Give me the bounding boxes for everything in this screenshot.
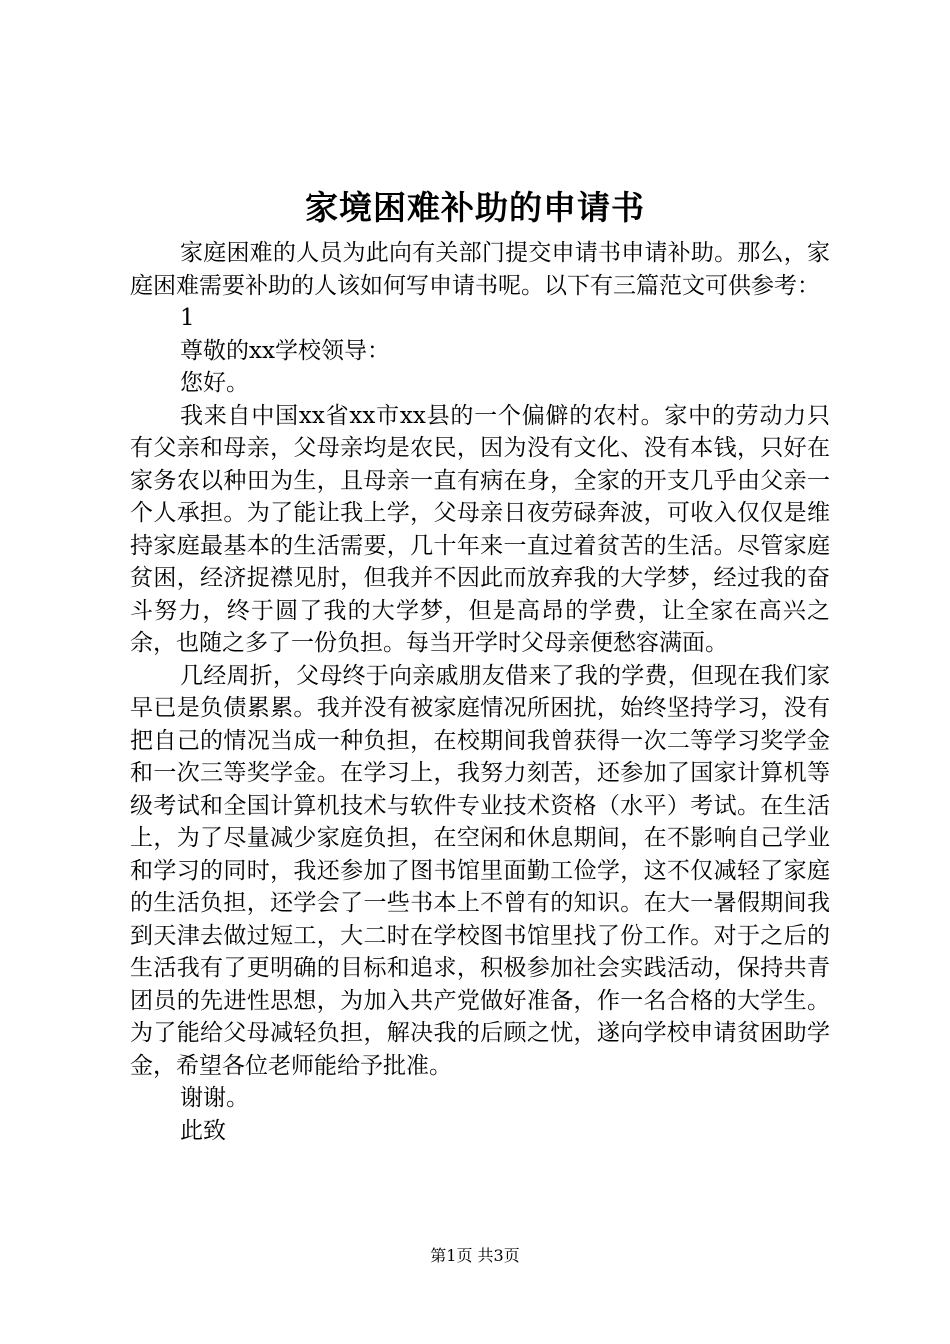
intro-paragraph: 家庭困难的人员为此向有关部门提交申请书申请补助。那么，家庭困难需要补助的人该如何写申请书呢。以下有三篇范文可供参考： [130, 240, 830, 299]
page-footer: 第1页 共3页 [430, 1246, 520, 1265]
body-paragraph: 我来自中国xx省xx市xx县的一个偏僻的农村。家中的劳动力只有父亲和母亲，父母亲均是农民，因为没有文化、没有本钱，只好在家务农以种田为生，且母亲一直有病在身，全家的开支几乎由父亲一个人承担。为了能让我上学，父母亲日夜劳碌奔波，可收入仅仅是维持家庭最基本的生活需要，几十年来一直过着贫苦的生活。尽管家庭贫困，经济捉襟见肘，但我并不因此而放弃我的大学梦，经过我的奋斗努力，终于圆了我的大学梦，但是高昂的学费，让全家在高兴之余，也随之多了一份负担。每当开学时父母亲便愁容满面。 [130, 402, 830, 656]
salutation: 尊敬的xx学校领导： [180, 337, 390, 364]
thanks: 谢谢。 [180, 1085, 249, 1111]
greeting: 您好。 [180, 370, 249, 396]
document-title: 家境困难补助的申请书 [305, 188, 645, 227]
sample-number: 1 [180, 305, 195, 331]
body-paragraph: 几经周折，父母终于向亲戚朋友借来了我的学费，但现在我们家早已是负债累累。我并没有被家庭情况所困扰，始终坚持学习，没有把自己的情况当成一种负担，在校期间我曾获得一次二等学习奖学金和一次三等奖学金。在学习上，我努力刻苦，还参加了国家计算机等级考试和全国计算机技术与软件专业技术资格（水平）考试。在生活上，为了尽量减少家庭负担，在空闲和休息期间，在不影响自己学业和学习的同时，我还参加了图书馆里面勤工俭学，这不仅减轻了家庭的生活负担，还学会了一些书本上不曾有的知识。在大一暑假期间我到天津去做过短工，大二时在学校图书馆里找了份工作。对于之后的生活我有了更明确的目标和追求，积极参加社会实践活动，保持共青团员的先进性思想，为加入共产党做好准备，作一名合格的大学生。为了能给父母减轻负担，解决我的后顾之忧，遂向学校申请贫困助学金，希望各位老师能给予批准。 [130, 662, 830, 1079]
closing: 此致 [180, 1117, 226, 1144]
document-body [130, 237, 830, 1147]
